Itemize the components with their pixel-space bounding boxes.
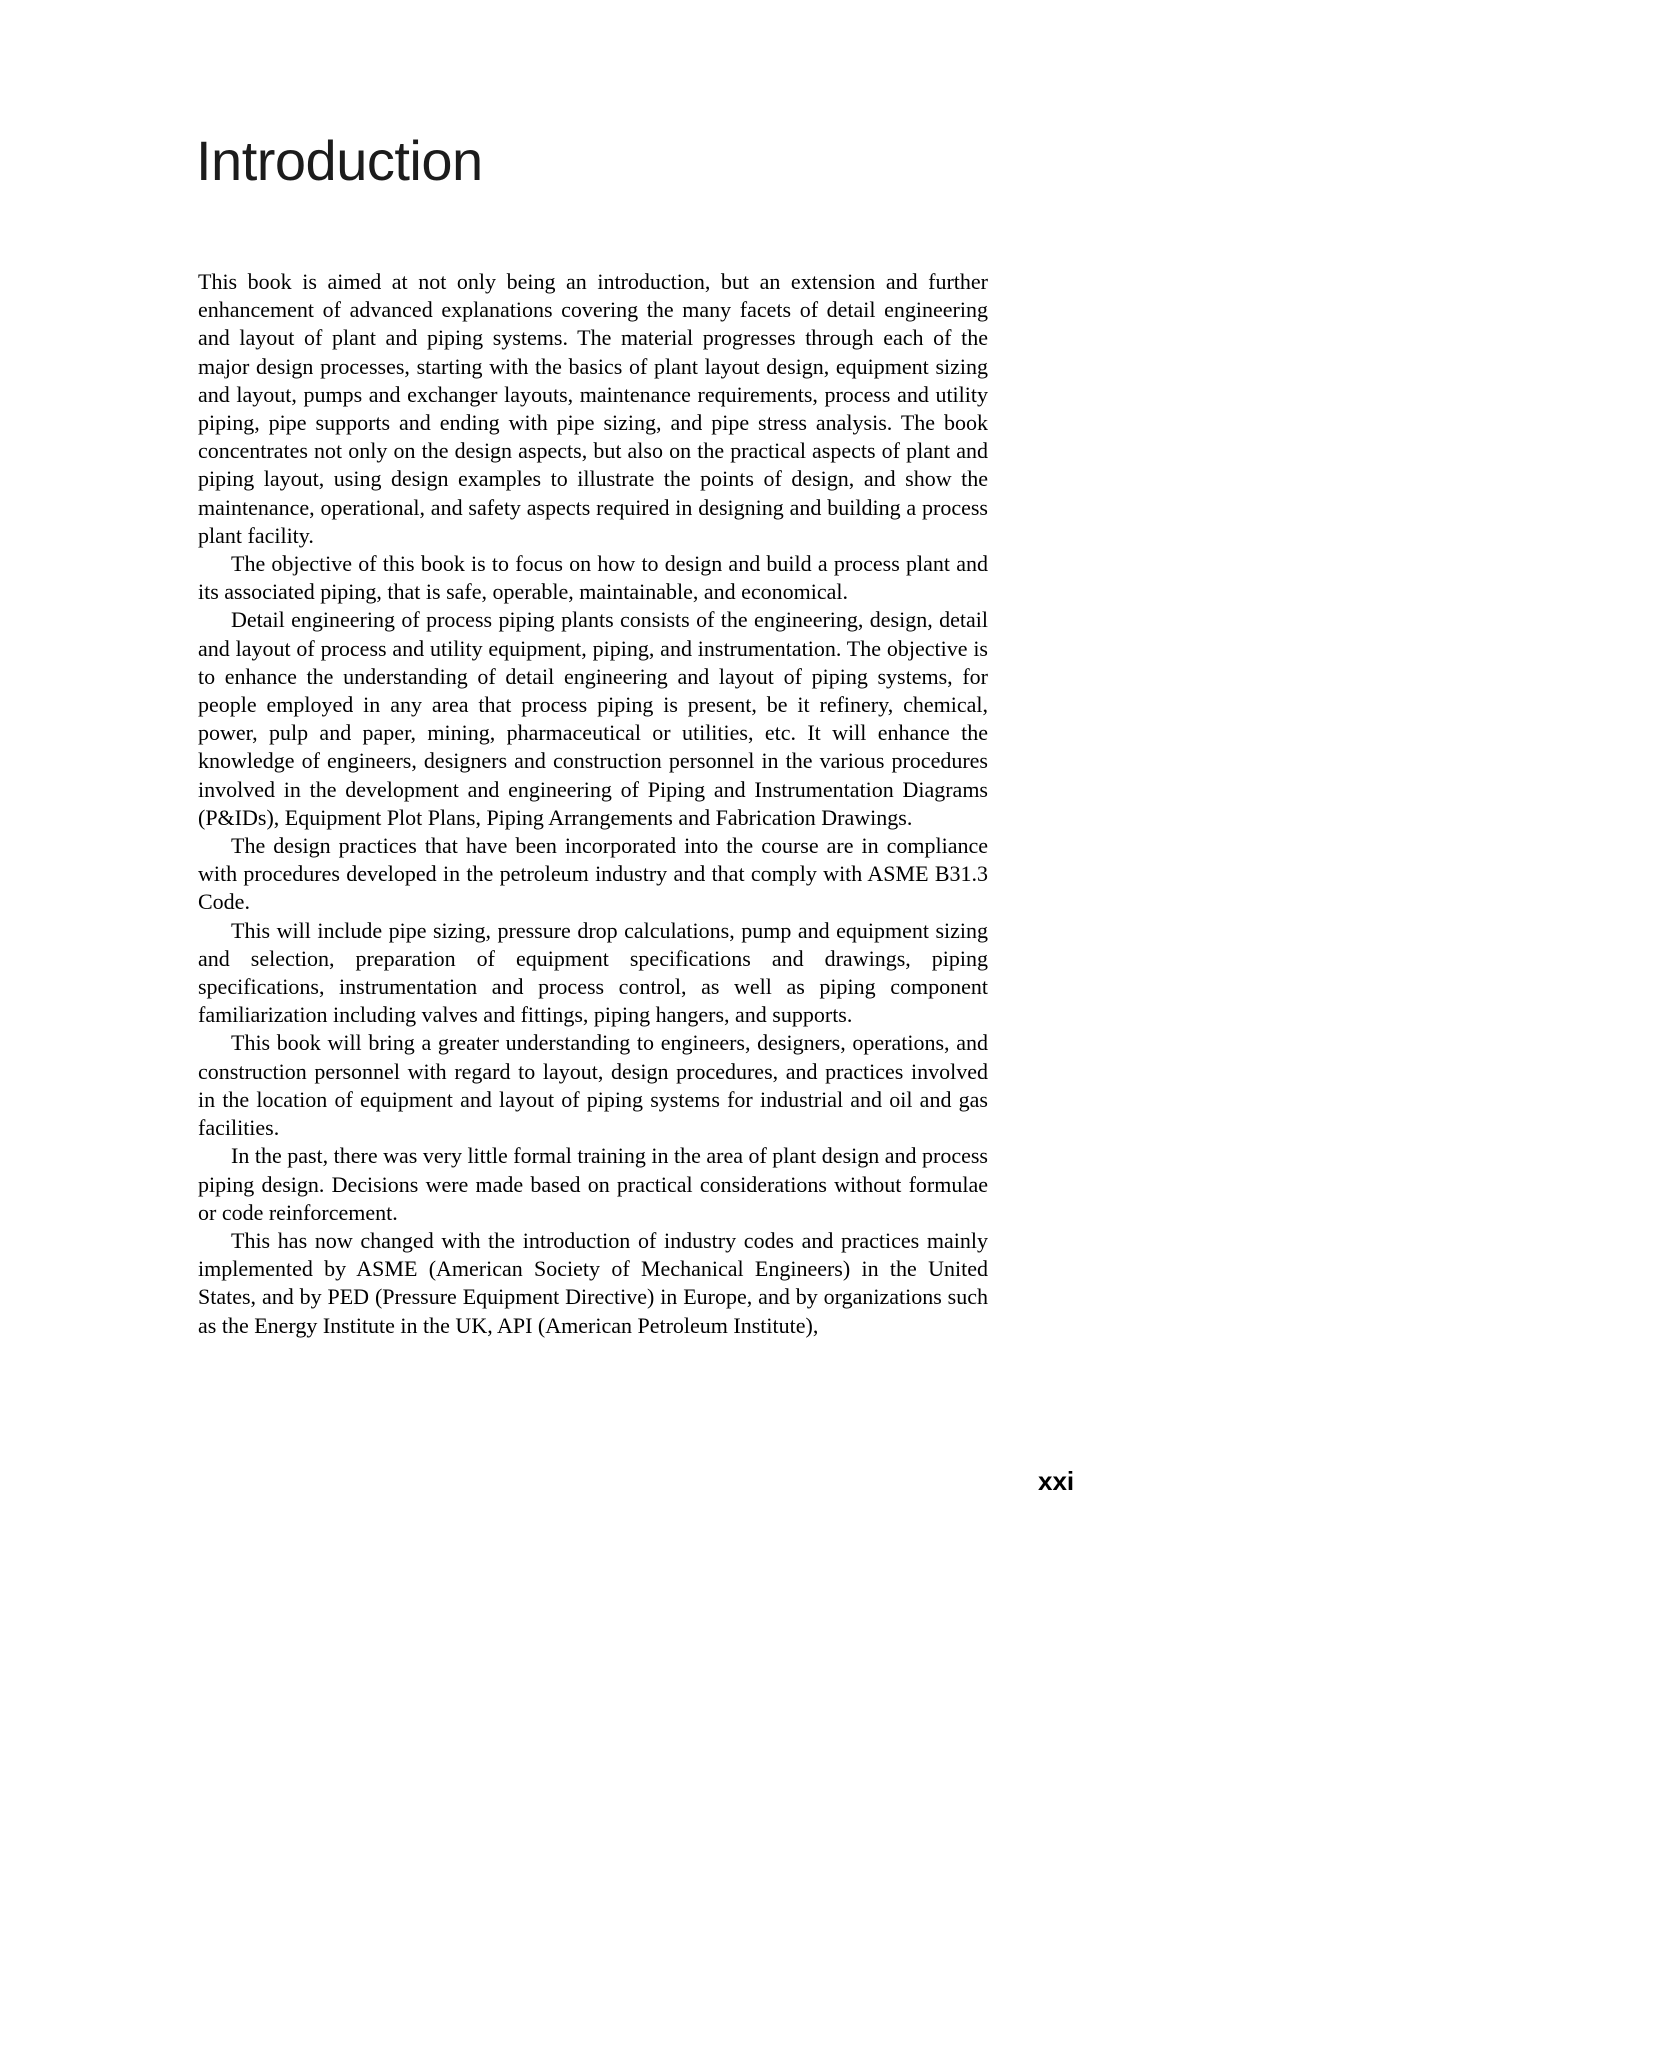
page-title: Introduction xyxy=(196,129,483,192)
paragraph-7: In the past, there was very little formal training in the area of plant design and process piping design. Decisions were made based on practical considerations without formulae or code reinforcement. xyxy=(198,1143,988,1225)
paragraph-1: This book is aimed at not only being an introduction, but an extension and further enhancement of advanced explanations covering the many facets of detail engineering and layout of plant and piping systems. The material progresses through each of the major design processes, starting with the basics of plant layout design, equipment sizing and layout, pumps and exchanger layouts, maintenance requirements, process and utility piping, pipe supports and ending with pipe sizing, and pipe stress analysis. The book concentrates not only on the design aspects, but also on the practical aspects of plant and piping layout, using design examples to illustrate the points of design, and show the maintenance, operational, and safety aspects required in designing and building a process plant facility. xyxy=(198,269,988,548)
paragraph-8: This has now changed with the introduction of industry codes and practices mainly implemented by ASME (American Society of Mechanical Engineers) in the United States, and by PED (Pressure Equipment Directive) in Europe, and by organizations such as the Energy Institute in the UK, API (American Petroleum Institute), xyxy=(198,1227,988,1338)
page-number: xxi xyxy=(1038,1466,1075,1496)
paragraph-5: This will include pipe sizing, pressure drop calculations, pump and equipment sizing and selection, preparation of equipment specifications and drawings, piping specifications, instrumentation and process control, as well as piping component familiarization including valves and fittings, piping hangers, and supports. xyxy=(198,917,988,1028)
paragraph-3: Detail engineering of process piping plants consists of the engineering, design, detail and layout of process and utility equipment, piping, and instrumentation. The objective is to enhance the understanding of detail engineering and layout of piping systems, for people employed in any area that process piping is present, be it refinery, chemical, power, pulp and paper, mining, pharmaceutical or utilities, etc. It will enhance the knowledge of engineers, designers and construction personnel in the various procedures involved in the development and engineering of Piping and Instrumentation Diagrams (P&IDs), Equipment Plot Plans, Piping Arrangements and Fabrication Drawings. xyxy=(198,607,988,830)
body-text xyxy=(198,268,988,1340)
paragraph-4: The design practices that have been incorporated into the course are in compliance with procedures developed in the petroleum industry and that comply with ASME B31.3 Code. xyxy=(198,833,988,915)
paragraph-2: The objective of this book is to focus on how to design and build a process plant and its associated piping, that is safe, operable, maintainable, and economical. xyxy=(198,551,988,605)
paragraph-6: This book will bring a greater understanding to engineers, designers, operations, and construction personnel with regard to layout, design procedures, and practices involved in the location of equipment and layout of piping systems for industrial and oil and gas facilities. xyxy=(198,1030,988,1141)
